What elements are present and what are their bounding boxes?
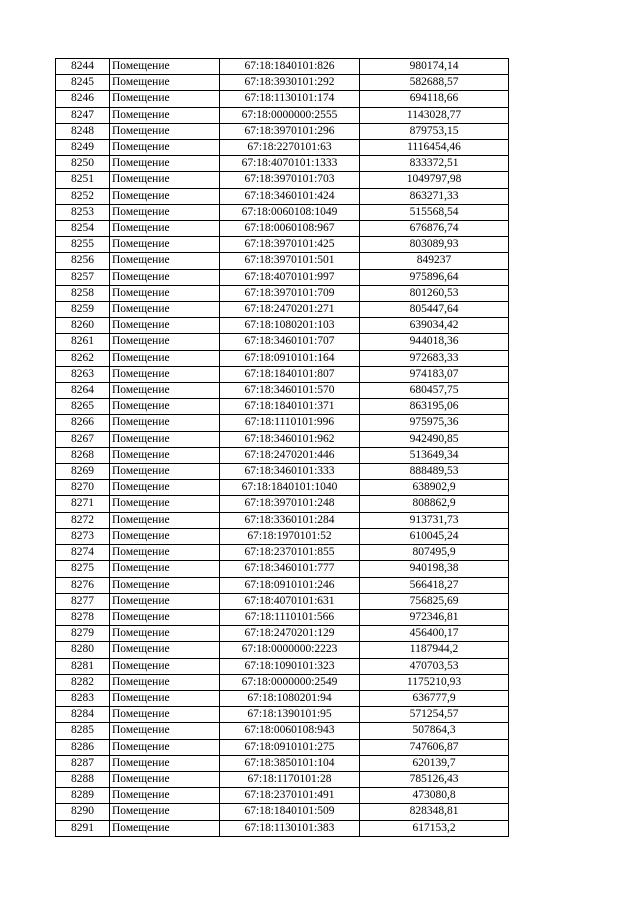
cadastral-value-cell: 863195,06 [360,399,509,415]
cadastral-number-cell: 67:18:0000000:2555 [220,107,360,123]
cadastral-number-cell: 67:18:3970101:703 [220,172,360,188]
table-row [56,771,509,787]
cadastral-value-cell: 566418,27 [360,577,509,593]
row-number-cell: 8287 [56,755,110,771]
row-number-cell: 8288 [56,771,110,787]
object-type-cell: Помещение [110,707,220,723]
cadastral-value-cell: 944018,36 [360,334,509,350]
object-type-cell: Помещение [110,771,220,787]
table-row [56,496,509,512]
row-number-cell: 8283 [56,690,110,706]
cadastral-value-cell: 785126,43 [360,771,509,787]
table-row [56,690,509,706]
row-number-cell: 8262 [56,350,110,366]
row-number-cell: 8266 [56,415,110,431]
object-type-cell: Помещение [110,75,220,91]
row-number-cell: 8254 [56,221,110,237]
cadastral-value-cell: 747606,87 [360,739,509,755]
object-type-cell: Помещение [110,447,220,463]
row-number-cell: 8259 [56,302,110,318]
object-type-cell: Помещение [110,350,220,366]
row-number-cell: 8246 [56,91,110,107]
cadastral-value-cell: 620139,7 [360,755,509,771]
object-type-cell: Помещение [110,253,220,269]
cadastral-number-cell: 67:18:2270101:63 [220,140,360,156]
cadastral-number-cell: 67:18:3970101:296 [220,123,360,139]
row-number-cell: 8291 [56,820,110,836]
row-number-cell: 8278 [56,609,110,625]
cadastral-value-cell: 582688,57 [360,75,509,91]
cadastral-number-cell: 67:18:1090101:323 [220,658,360,674]
cadastral-number-cell: 67:18:3460101:424 [220,188,360,204]
table-row [56,545,509,561]
table-row [56,658,509,674]
table-row [56,415,509,431]
row-number-cell: 8257 [56,269,110,285]
cadastral-number-cell: 67:18:3460101:570 [220,383,360,399]
cadastral-number-cell: 67:18:0910101:164 [220,350,360,366]
cadastral-value-cell: 456400,17 [360,626,509,642]
cadastral-number-cell: 67:18:2370101:855 [220,545,360,561]
cadastral-value-cell: 694118,66 [360,91,509,107]
row-number-cell: 8285 [56,723,110,739]
cadastral-value-cell: 863271,33 [360,188,509,204]
object-type-cell: Помещение [110,269,220,285]
cadastral-value-cell: 636777,9 [360,690,509,706]
row-number-cell: 8268 [56,447,110,463]
table-row [56,91,509,107]
object-type-cell: Помещение [110,188,220,204]
object-type-cell: Помещение [110,690,220,706]
cadastral-value-cell: 756825,69 [360,593,509,609]
cadastral-number-cell: 67:18:0060108:967 [220,221,360,237]
table-row [56,447,509,463]
cadastral-number-cell: 67:18:0910101:246 [220,577,360,593]
object-type-cell: Помещение [110,545,220,561]
cadastral-value-cell: 942490,85 [360,431,509,447]
row-number-cell: 8244 [56,59,110,75]
table-row [56,269,509,285]
table-row [56,512,509,528]
row-number-cell: 8269 [56,464,110,480]
table-row [56,140,509,156]
table-row [56,350,509,366]
cadastral-number-cell: 67:18:1840101:1040 [220,480,360,496]
row-number-cell: 8248 [56,123,110,139]
table-row [56,221,509,237]
cadastral-value-cell: 1187944,2 [360,642,509,658]
row-number-cell: 8252 [56,188,110,204]
table-row [56,188,509,204]
cadastral-value-cell: 473080,8 [360,788,509,804]
cadastral-number-cell: 67:18:3970101:709 [220,285,360,301]
row-number-cell: 8273 [56,528,110,544]
cadastral-number-cell: 67:18:3970101:248 [220,496,360,512]
row-number-cell: 8272 [56,512,110,528]
object-type-cell: Помещение [110,172,220,188]
cadastral-number-cell: 67:18:1840101:807 [220,366,360,382]
table-row [56,383,509,399]
object-type-cell: Помещение [110,237,220,253]
registry-table-body [56,59,509,837]
object-type-cell: Помещение [110,140,220,156]
cadastral-number-cell: 67:18:3460101:962 [220,431,360,447]
object-type-cell: Помещение [110,123,220,139]
object-type-cell: Помещение [110,804,220,820]
object-type-cell: Помещение [110,334,220,350]
cadastral-value-cell: 940198,38 [360,561,509,577]
object-type-cell: Помещение [110,302,220,318]
cadastral-value-cell: 980174,14 [360,59,509,75]
cadastral-value-cell: 913731,73 [360,512,509,528]
table-row [56,123,509,139]
row-number-cell: 8260 [56,318,110,334]
row-number-cell: 8275 [56,561,110,577]
cadastral-number-cell: 67:18:3360101:284 [220,512,360,528]
table-row [56,75,509,91]
cadastral-number-cell: 67:18:0000000:2223 [220,642,360,658]
table-row [56,707,509,723]
table-row [56,399,509,415]
table-row [56,253,509,269]
cadastral-value-cell: 639034,42 [360,318,509,334]
cadastral-number-cell: 67:18:3970101:501 [220,253,360,269]
table-row [56,431,509,447]
object-type-cell: Помещение [110,480,220,496]
row-number-cell: 8277 [56,593,110,609]
table-row [56,528,509,544]
object-type-cell: Помещение [110,820,220,836]
object-type-cell: Помещение [110,723,220,739]
object-type-cell: Помещение [110,204,220,220]
cadastral-number-cell: 67:18:1840101:509 [220,804,360,820]
object-type-cell: Помещение [110,496,220,512]
object-type-cell: Помещение [110,755,220,771]
row-number-cell: 8253 [56,204,110,220]
cadastral-value-cell: 513649,34 [360,447,509,463]
cadastral-number-cell: 67:18:0000000:2549 [220,674,360,690]
cadastral-value-cell: 1143028,77 [360,107,509,123]
table-row [56,237,509,253]
row-number-cell: 8281 [56,658,110,674]
cadastral-number-cell: 67:18:3460101:777 [220,561,360,577]
cadastral-number-cell: 67:18:4070101:631 [220,593,360,609]
table-row [56,577,509,593]
object-type-cell: Помещение [110,318,220,334]
row-number-cell: 8250 [56,156,110,172]
cadastral-number-cell: 67:18:1110101:996 [220,415,360,431]
table-row [56,642,509,658]
table-row [56,302,509,318]
object-type-cell: Помещение [110,528,220,544]
cadastral-number-cell: 67:18:2470201:271 [220,302,360,318]
cadastral-value-cell: 808862,9 [360,496,509,512]
table-row [56,464,509,480]
object-type-cell: Помещение [110,285,220,301]
cadastral-value-cell: 1049797,98 [360,172,509,188]
row-number-cell: 8256 [56,253,110,269]
cadastral-number-cell: 67:18:1130101:383 [220,820,360,836]
row-number-cell: 8245 [56,75,110,91]
table-row [56,204,509,220]
cadastral-number-cell: 67:18:3850101:104 [220,755,360,771]
table-row [56,334,509,350]
cadastral-number-cell: 67:18:1970101:52 [220,528,360,544]
cadastral-value-cell: 1175210,93 [360,674,509,690]
row-number-cell: 8289 [56,788,110,804]
cadastral-number-cell: 67:18:1170101:28 [220,771,360,787]
object-type-cell: Помещение [110,788,220,804]
object-type-cell: Помещение [110,658,220,674]
cadastral-number-cell: 67:18:1840101:826 [220,59,360,75]
row-number-cell: 8274 [56,545,110,561]
row-number-cell: 8249 [56,140,110,156]
object-type-cell: Помещение [110,415,220,431]
object-type-cell: Помещение [110,577,220,593]
table-row [56,755,509,771]
object-type-cell: Помещение [110,739,220,755]
row-number-cell: 8279 [56,626,110,642]
cadastral-value-cell: 974183,07 [360,366,509,382]
object-type-cell: Помещение [110,512,220,528]
cadastral-value-cell: 676876,74 [360,221,509,237]
row-number-cell: 8286 [56,739,110,755]
cadastral-number-cell: 67:18:0060108:1049 [220,204,360,220]
table-row [56,480,509,496]
cadastral-number-cell: 67:18:1080201:94 [220,690,360,706]
cadastral-number-cell: 67:18:4070101:1333 [220,156,360,172]
row-number-cell: 8276 [56,577,110,593]
cadastral-number-cell: 67:18:2470201:446 [220,447,360,463]
table-row [56,172,509,188]
table-row [56,723,509,739]
cadastral-number-cell: 67:18:1840101:371 [220,399,360,415]
cadastral-value-cell: 470703,53 [360,658,509,674]
object-type-cell: Помещение [110,626,220,642]
row-number-cell: 8271 [56,496,110,512]
object-type-cell: Помещение [110,674,220,690]
cadastral-value-cell: 805447,64 [360,302,509,318]
table-row [56,739,509,755]
cadastral-value-cell: 507864,3 [360,723,509,739]
cadastral-value-cell: 975975,36 [360,415,509,431]
cadastral-number-cell: 67:18:0910101:275 [220,739,360,755]
row-number-cell: 8263 [56,366,110,382]
cadastral-number-cell: 67:18:2470201:129 [220,626,360,642]
table-row [56,593,509,609]
cadastral-number-cell: 67:18:1390101:95 [220,707,360,723]
cadastral-number-cell: 67:18:2370101:491 [220,788,360,804]
table-row [56,788,509,804]
row-number-cell: 8284 [56,707,110,723]
row-number-cell: 8267 [56,431,110,447]
object-type-cell: Помещение [110,561,220,577]
object-type-cell: Помещение [110,593,220,609]
cadastral-value-cell: 972346,81 [360,609,509,625]
cadastral-value-cell: 879753,15 [360,123,509,139]
cadastral-number-cell: 67:18:1080201:103 [220,318,360,334]
cadastral-value-cell: 807495,9 [360,545,509,561]
cadastral-number-cell: 67:18:3930101:292 [220,75,360,91]
cadastral-value-cell: 515568,54 [360,204,509,220]
cadastral-value-cell: 828348,81 [360,804,509,820]
table-row [56,107,509,123]
object-type-cell: Помещение [110,431,220,447]
cadastral-number-cell: 67:18:4070101:997 [220,269,360,285]
object-type-cell: Помещение [110,91,220,107]
cadastral-value-cell: 610045,24 [360,528,509,544]
cadastral-number-cell: 67:18:3460101:333 [220,464,360,480]
table-row [56,285,509,301]
table-row [56,674,509,690]
cadastral-value-cell: 849237 [360,253,509,269]
object-type-cell: Помещение [110,464,220,480]
cadastral-value-cell: 617153,2 [360,820,509,836]
cadastral-number-cell: 67:18:3460101:707 [220,334,360,350]
cadastral-number-cell: 67:18:1110101:566 [220,609,360,625]
cadastral-number-cell: 67:18:3970101:425 [220,237,360,253]
table-row [56,626,509,642]
cadastral-value-cell: 801260,53 [360,285,509,301]
cadastral-value-cell: 972683,33 [360,350,509,366]
object-type-cell: Помещение [110,107,220,123]
row-number-cell: 8282 [56,674,110,690]
row-number-cell: 8247 [56,107,110,123]
cadastral-value-cell: 680457,75 [360,383,509,399]
object-type-cell: Помещение [110,366,220,382]
cadastral-value-cell: 833372,51 [360,156,509,172]
row-number-cell: 8261 [56,334,110,350]
cadastral-number-cell: 67:18:1130101:174 [220,91,360,107]
object-type-cell: Помещение [110,156,220,172]
cadastral-value-cell: 571254,57 [360,707,509,723]
row-number-cell: 8265 [56,399,110,415]
property-registry-table [55,58,509,837]
table-row [56,561,509,577]
cadastral-value-cell: 803089,93 [360,237,509,253]
cadastral-value-cell: 1116454,46 [360,140,509,156]
object-type-cell: Помещение [110,642,220,658]
row-number-cell: 8280 [56,642,110,658]
cadastral-value-cell: 975896,64 [360,269,509,285]
object-type-cell: Помещение [110,221,220,237]
row-number-cell: 8258 [56,285,110,301]
table-row [56,156,509,172]
table-row [56,366,509,382]
object-type-cell: Помещение [110,609,220,625]
table-row [56,804,509,820]
table-row [56,820,509,836]
cadastral-number-cell: 67:18:0060108:943 [220,723,360,739]
row-number-cell: 8255 [56,237,110,253]
cadastral-value-cell: 888489,53 [360,464,509,480]
object-type-cell: Помещение [110,383,220,399]
table-row [56,318,509,334]
cadastral-value-cell: 638902,9 [360,480,509,496]
row-number-cell: 8290 [56,804,110,820]
table-row [56,609,509,625]
object-type-cell: Помещение [110,399,220,415]
row-number-cell: 8270 [56,480,110,496]
row-number-cell: 8251 [56,172,110,188]
row-number-cell: 8264 [56,383,110,399]
table-row [56,59,509,75]
object-type-cell: Помещение [110,59,220,75]
